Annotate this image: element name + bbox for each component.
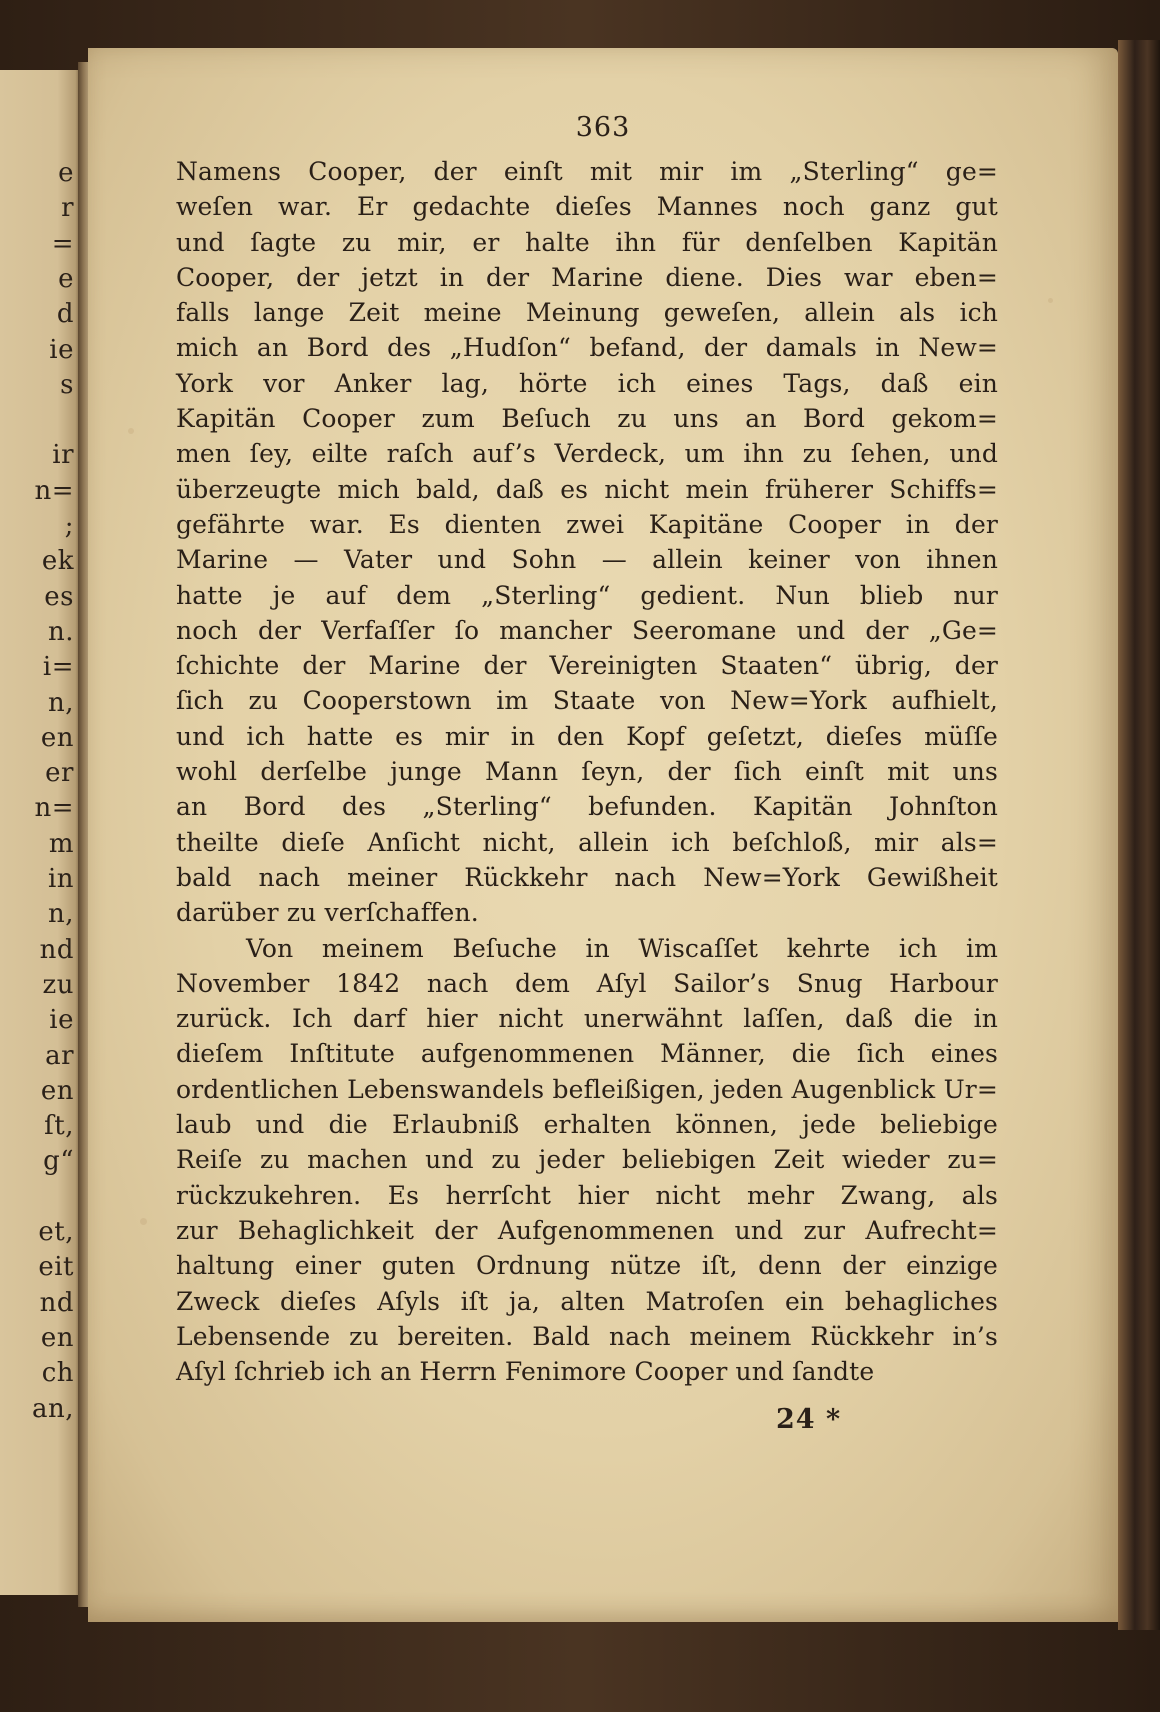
text-line: ſchichte der Marine der Vereinigten Staaten“ übrig, der	[176, 651, 998, 681]
left-page-edge	[0, 70, 82, 1595]
text-line: rückzukehren. Es herrſcht hier nicht mehr Zwang, als	[176, 1180, 998, 1210]
left-page-fragment: i=	[42, 652, 74, 683]
text-line: falls lange Zeit meine Meinung geweſen, allein als ich	[176, 298, 998, 328]
page-number: 363	[575, 112, 631, 143]
text-line: dieſem Inſtitute aufgenommenen Männer, die ſich eines	[176, 1039, 998, 1069]
text-line: Marine — Vater und Sohn — allein keiner von ihnen	[176, 545, 998, 575]
text-line: Reiſe zu machen und zu jeder beliebigen Zeit wieder zu=	[176, 1145, 998, 1175]
left-page-fragment: =	[51, 228, 74, 259]
text-line: weſen war. Er gedachte dieſes Mannes noch ganz gut	[176, 192, 998, 222]
text-line: November 1842 nach dem Aſyl Sailor’s Snug Harbour	[176, 968, 998, 998]
left-page-fragment: en	[40, 722, 74, 753]
text-line: und ſagte zu mir, er halte ihn für denſelben Kapitän	[176, 227, 998, 257]
text-line: ſich zu Cooperstown im Staate von New=York aufhielt,	[176, 686, 998, 716]
body-text	[176, 154, 998, 1389]
left-page-fragment: en	[40, 1075, 74, 1106]
text-line: hatte je auf dem „Sterling“ gedient. Nun blieb nur	[176, 580, 998, 610]
text-line: mich an Bord des „Hudſon“ befand, der damals in New=	[176, 333, 998, 363]
text-line: Namens Cooper, der einſt mit mir im „Sterling“ ge=	[176, 157, 998, 186]
main-page	[88, 48, 1118, 1622]
left-page-fragment: zu	[42, 969, 74, 1000]
left-page-fragment: n.	[47, 616, 74, 647]
text-line: Lebensende zu bereiten. Bald nach meinem Rückkehr in’s	[176, 1321, 998, 1351]
paper-spot	[140, 1218, 147, 1225]
left-page-fragment: e	[58, 158, 74, 188]
left-page-fragment: s	[60, 369, 74, 400]
left-page-fragment: n,	[47, 687, 74, 718]
left-page-fragment: en	[40, 1322, 74, 1353]
paper-spot	[128, 428, 134, 434]
left-page-fragment: et,	[38, 1217, 74, 1247]
text-line: Aſyl ſchrieb ich an Herrn Fenimore Cooper und ſandte	[176, 1357, 875, 1387]
left-page-fragment: ch	[41, 1358, 74, 1389]
left-page-fragment: n,	[47, 899, 74, 930]
text-line: haltung einer guten Ordnung nütze iſt, denn der einzige	[176, 1251, 998, 1281]
text-line: Zweck dieſes Aſyls iſt ja, alten Matroſen ein behagliches	[176, 1286, 998, 1316]
text-line: wohl derſelbe junge Mann ſeyn, der ſich einſt mit uns	[176, 757, 998, 787]
text-line: zur Behaglichkeit der Aufgenommenen und zur Aufrecht=	[176, 1215, 998, 1245]
left-page-fragment: nd	[39, 934, 74, 965]
left-page-fragment: n=	[34, 475, 74, 506]
left-page-fragment: n=	[34, 793, 74, 824]
text-line: noch der Verfaſſer ſo mancher Seeromane und der „Ge=	[176, 615, 998, 645]
left-page-fragment: m	[48, 828, 74, 859]
left-page-fragment: nd	[39, 1287, 74, 1318]
text-line: laub und die Erlaubniß erhalten können, jede beliebige	[176, 1110, 998, 1140]
text-line: an Bord des „Sterling“ befunden. Kapitän Johnſton	[176, 792, 998, 822]
text-line: theilte dieſe Anſicht nicht, allein ich beſchloß, mir als=	[176, 827, 998, 857]
left-page-fragment: ;	[64, 511, 74, 541]
text-line: bald nach meiner Rückkehr nach New=York Gewißheit	[176, 862, 998, 892]
text-line: überzeugte mich bald, daß es nicht mein früherer Schiffs=	[176, 474, 998, 504]
left-page-fragment: er	[45, 758, 74, 789]
left-page-fragment: g“	[43, 1146, 74, 1177]
left-page-fragment: ie	[49, 1005, 74, 1036]
left-page-fragment: ie	[49, 334, 74, 365]
left-page-fragment: d	[56, 299, 74, 330]
signature-mark: 24 *	[776, 1404, 842, 1435]
text-line: Kapitän Cooper zum Beſuch zu uns an Bord gekom=	[176, 404, 998, 434]
paper-spot	[1048, 298, 1053, 303]
text-line: ordentlichen Lebenswandels befleißigen, jeden Augenblick Ur=	[176, 1074, 998, 1104]
left-page-fragment: ir	[52, 440, 74, 471]
text-line: men ſey, eilte raſch auf’s Verdeck, um ihn zu ſehen, und	[176, 439, 998, 469]
left-page-fragment: ek	[41, 546, 74, 577]
left-page-fragment: es	[44, 581, 74, 612]
text-line: und ich hatte es mir in den Kopf geſetzt, dieſes müſſe	[176, 721, 998, 751]
left-page-fragment: an,	[31, 1393, 74, 1424]
text-line: zurück. Ich darf hier nicht unerwähnt laſſen, daß die in	[176, 1004, 998, 1034]
left-page-fragment: e	[58, 263, 74, 294]
left-page-fragment: ſt,	[44, 1111, 74, 1142]
right-cover-edge	[1118, 40, 1160, 1630]
text-line: York vor Anker lag, hörte ich eines Tags, daß ein	[176, 368, 998, 398]
left-page-fragment: in	[47, 864, 74, 894]
left-page-fragment: eit	[38, 1252, 74, 1283]
left-page-fragment: ar	[45, 1040, 74, 1071]
text-line: gefährte war. Es dienten zwei Kapitäne Cooper in der	[176, 509, 998, 539]
text-line: darüber zu verſchaffen.	[176, 898, 479, 928]
text-line: Cooper, der jetzt in der Marine diene. Dies war eben=	[176, 262, 998, 292]
left-page-fragment: r	[61, 193, 74, 224]
text-line: Von meinem Beſuche in Wiscaſſet kehrte ich im	[246, 933, 998, 963]
